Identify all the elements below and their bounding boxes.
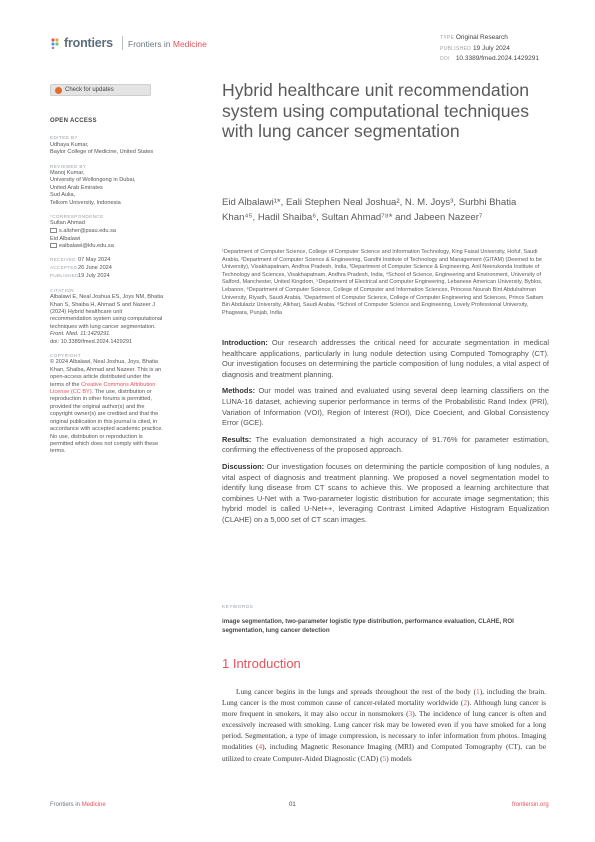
- reference-link[interactable]: 5: [382, 753, 387, 763]
- meta-published: PUBLISHED 19 July 2024: [440, 44, 510, 52]
- citation-line: recommendation system using computational: [50, 316, 163, 323]
- correspondent-name: Eid Albalawi: [50, 235, 81, 242]
- abstract: [222, 338, 549, 532]
- reviewed-by-label: REVIEWED BY: [50, 163, 87, 169]
- editor-line: Baylor College of Medicine, United States: [50, 149, 154, 156]
- citation-line: doi: 10.3389/fmed.2024.1429291: [50, 338, 133, 345]
- author-list: Eid Albalawi¹*, Eali Stephen Neal Joshua², N. M. Joys³, Surbhi Bhatia Khan⁴⁵, Hadil Shaiba⁶, Sultan Ahmad⁷⁸* and Jabeen Nazeer⁷: [222, 197, 517, 223]
- accepted-date: ACCEPTED26 June 2024: [50, 264, 112, 271]
- reviewer-line: Manoj Kumar,: [50, 170, 85, 177]
- citation-line: Khan S, Shaiba H, Ahmad S and Nazeer J: [50, 301, 156, 308]
- abstract-methods: Methods: Our model was trained and evaluated using several deep learning classifiers on the LUNA-16 dataset, achieving superior performance in terms of the Probabilistic Rand Index (PRI), Variation of Information (VOI), Region of Interest (ROI), Dice Coecient, and Global Consistency Error (GCE).: [222, 386, 549, 428]
- copyright-line: terms.: [50, 448, 66, 455]
- citation-line: Front. Med. 11:1429291.: [50, 331, 111, 338]
- meta-doi: DOI 10.3389/fmed.2024.1429291: [440, 55, 539, 62]
- reference-link[interactable]: 2: [463, 698, 468, 708]
- copyright-line: terms of the Creative Commons Attribution: [50, 381, 156, 388]
- keywords: image segmentation, two-parameter logistic type distribution, performance evaluation, CLAHE, ROI segmentation, lung cancer detection: [222, 618, 514, 634]
- copyright-line: accordance with accepted academic practice.: [50, 426, 163, 433]
- citation-line: Albalawi E, Neal Joshua ES, Joys NM, Bhatia: [50, 294, 164, 301]
- reference-link[interactable]: 4: [258, 742, 263, 752]
- citation-line: techniques with lung cancer segmentation.: [50, 323, 156, 330]
- footer-site-link[interactable]: frontiersin.org: [512, 802, 549, 808]
- copyright-line: original publication in this journal is cited, in: [50, 418, 158, 425]
- check-for-updates-button[interactable]: Check for updates: [50, 84, 151, 96]
- license-link[interactable]: License (CC BY): [50, 389, 92, 396]
- copyright-line: Khan, Shaiba, Ahmad and Nazeer. This is an: [50, 366, 162, 373]
- citation-label: CITATION: [50, 287, 74, 293]
- page-number: 01: [289, 802, 296, 808]
- received-date: RECEIVED 07 May 2024: [50, 256, 111, 263]
- reviewer-line: Telkom University, Indonesia: [50, 199, 121, 206]
- introduction-paragraph: Lung cancer begins in the lungs and spreads throughout the rest of the body (1), including the brain. Lung cancer is the most common cause of cancer-related mortality worldwide (2). Although lung cancer is more frequent in smokers, it may also occur in nonsmokers (3). The incidence of lung cancer is often and excessively increased with smoking. Lung cancer risk may be lowered even if you have smoked for a long period. Segmentation, a type of image compression, is necessary to infer information from photos. Imaging modalities (4), including Magnetic Resonance Imaging (MRI) and Computed Tomography (CT), can be utilized to create Computer-Aided Diagnostic (CAD) (5) models: [222, 687, 546, 763]
- correspondent-name: Sultan Ahmad: [50, 220, 85, 227]
- copyright-line: copyright owner(s) are credited and that the: [50, 411, 159, 418]
- article-meta: [440, 33, 539, 65]
- reviewer-line: University of Wollongong in Dubai,: [50, 177, 136, 184]
- copyright-line: permitted which does not comply with these: [50, 440, 159, 447]
- copyright-line: No use, distribution or reproduction is: [50, 433, 143, 440]
- copyright-line: © 2024 Albalawi, Neal Joshua, Joys, Bhatia: [50, 359, 158, 366]
- section-heading-introduction: 1 Introduction: [222, 656, 301, 671]
- abstract-results: Results: The evaluation demonstrated a high accuracy of 91.76% for parameter estimation, confirming the effectiveness of the proposed approach.: [222, 434, 549, 455]
- published-date: PUBLISHED19 July 2024: [50, 273, 110, 280]
- frontiers-logo-icon: [50, 37, 62, 49]
- copyright-line: provided the original author(s) and the: [50, 403, 145, 410]
- copyright-line: open-access article distributed under the: [50, 374, 151, 381]
- open-access-label: OPEN ACCESS: [50, 118, 97, 124]
- footer-journal: Frontiers in Medicine: [50, 802, 106, 808]
- abstract-introduction: Introduction: Our research addresses the critical need for accurate segmentation in medical healthcare applications, particularly in lung nodule detection using Computed Tomography (CT). Our investigation focuses on determining the particle composition of lung nodules, a vital aspect of diagnosis and treatment planning.: [222, 338, 549, 379]
- license-link[interactable]: Creative Commons Attribution: [81, 381, 156, 388]
- citation-line: (2024) Hybrid healthcare unit: [50, 309, 123, 315]
- copyright-line: reproduction in other forums is permitted,: [50, 396, 152, 403]
- affiliations: ¹Department of Computer Science, College of Computer Science and Information Technology, King Faisal University, Hofuf, Saudi Arabia, ²Department of Computer Science & Engineering, Gandhi Institute of Technology and Management (GITAM) (Deemed to be University), Visakhapatnam, Andhra Pradesh, India, ³Department of Computer Science & Engineering, Anil Neerukonda Institute of Technology and Sciences, Visakhapatnam, Andhra Pradesh, India, ⁴School of Science, Engineering and Environment, University of Salford, Manchester, United Kingdom, ⁵Department of Electrical and Computer Engineering, Lebanese American University, Byblos, Lebanon, ⁶Department of Computer Science, College of Computer and Information Sciences, Princess Nourah Bint Abdulrahman University, Riyadh, Saudi Arabia, ⁷Department of Computer Science, College of Computer Engineering and Sciences, Prince Sattam Bin Abdulaziz University, Alkharj, Saudi Arabia, ⁸School of Computer Science and Engineering, Lovely Professional University, Phagwara, Punjab, India: [222, 249, 544, 316]
- sidebar: [50, 118, 200, 456]
- email-icon: [50, 228, 57, 234]
- reviewer-line: Sud Aulia,: [50, 192, 76, 199]
- edited-by-label: EDITED BY: [50, 135, 78, 141]
- meta-type: TYPE Original Research: [440, 34, 508, 41]
- email-icon: [50, 243, 57, 249]
- editor-line: Udhaya Kumar,: [50, 141, 89, 148]
- reference-link[interactable]: 3: [408, 709, 413, 719]
- correspondence-label: *CORRESPONDENCE: [50, 214, 104, 220]
- update-badge-icon: [55, 87, 62, 94]
- keywords-label: KEYWORDS: [222, 605, 254, 610]
- copyright-line: License (CC BY). The use, distribution or: [50, 389, 152, 396]
- header-divider: [122, 36, 123, 50]
- abstract-discussion: Discussion: Our investigation focuses on determining the particle composition of lung nodules, a vital aspect of diagnosis and treatment planning. We proposed a novel segmentation model to identify lung disease from CT scans to achieve this. We proposed a learning architecture that combines U-Net with a Two-parameter logistic distribution for accurate image segmentation; this hybrid model is called U-Net++, leveraging Contrast Limited Adaptive Histogram Equalization (CLAHE) on a 5,000 set of CT scan images.: [222, 461, 549, 524]
- reference-link[interactable]: 1: [476, 687, 480, 696]
- correspondent-email[interactable]: s.alisher@psau.edu.sa: [50, 228, 200, 236]
- journal-name: Frontiers in Medicine: [128, 39, 207, 49]
- article-title: Hybrid healthcare unit recommendation system using computational techniques with lung cancer segmentation: [222, 80, 530, 142]
- brand-name: frontiers: [64, 36, 113, 50]
- copyright-label: COPYRIGHT: [50, 353, 81, 359]
- reviewer-line: United Arab Emirates: [50, 184, 103, 191]
- correspondent-email[interactable]: ealbalawi@kfu.edu.sa: [50, 243, 200, 251]
